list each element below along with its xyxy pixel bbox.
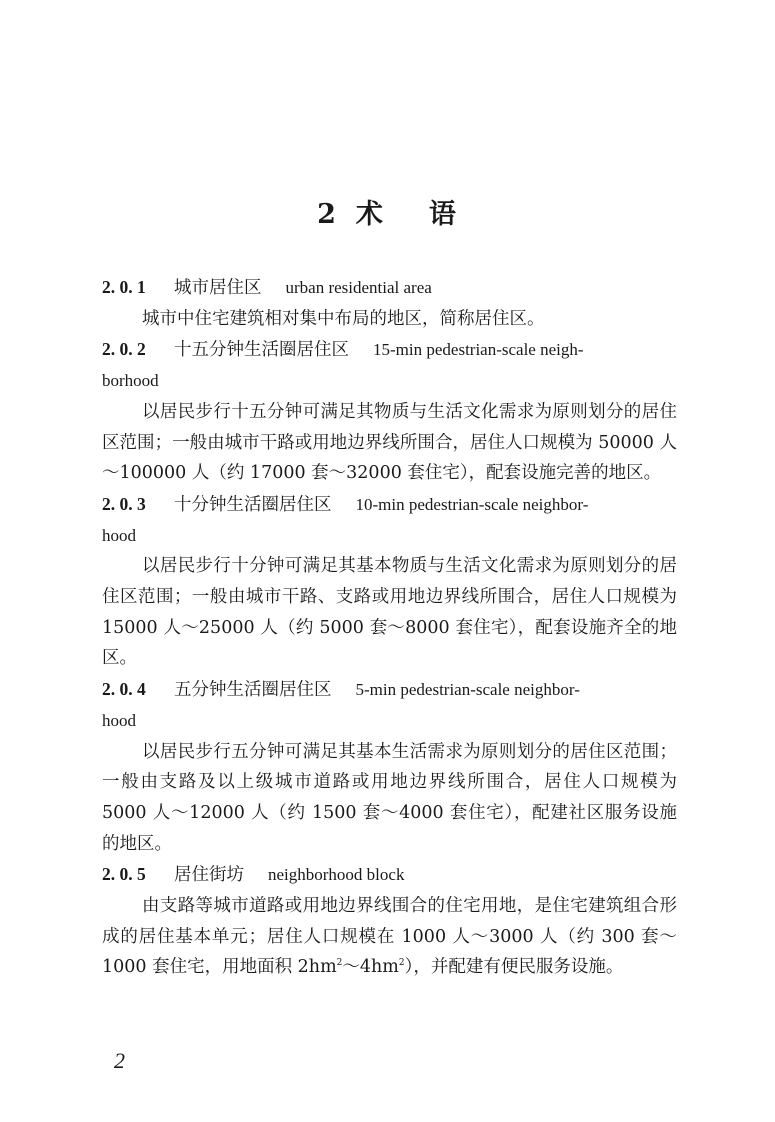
term-name-en: 15-min pedestrian-scale neigh- (373, 340, 584, 360)
terms-section (102, 272, 677, 983)
term-name-en: 10-min pedestrian-scale neighbor- (355, 494, 589, 514)
definition-part-c: ），并配建有便民服务设施。 (404, 957, 624, 978)
chapter-title-part1: 术 (355, 199, 385, 230)
page-number: 2 (114, 1048, 125, 1073)
term-name-cn: 居住街坊 (174, 865, 244, 886)
term-definition-2-0-5 (102, 891, 677, 983)
term-name-cn: 五分钟生活圈居住区 (174, 680, 332, 701)
term-number: 2. 0. 3 (102, 493, 146, 514)
term-heading-2-0-3 (102, 489, 677, 521)
term-name-en-continuation: hood (102, 710, 136, 730)
term-heading-2-0-4 (102, 674, 677, 706)
superscript-2: 2 (398, 958, 405, 969)
term-number: 2. 0. 1 (102, 277, 146, 297)
term-heading-2-0-5 (102, 859, 677, 891)
term-name-en-continuation: hood (102, 525, 136, 545)
term-name-cn: 十五分钟生活圈居住区 (174, 340, 349, 361)
definition-part-b: ～4hm (342, 957, 399, 978)
term-name-cn: 十分钟生活圈居住区 (174, 494, 332, 515)
term-heading-2-0-2 (102, 334, 677, 366)
chapter-title (0, 192, 775, 231)
term-definition-2-0-1: 城市中住宅建筑相对集中布局的地区，简称居住区。 (142, 308, 545, 329)
term-number: 2. 0. 2 (102, 339, 146, 360)
term-name-en: 5-min pedestrian-scale neighbor- (355, 680, 580, 700)
term-name-en: neighborhood block (268, 865, 405, 885)
term-definition-2-0-2: 以居民步行十五分钟可满足其物质与生活文化需求为原则划分的居住区范围；一般由城市干路或用地边界线所围合，居住人口规模为 50000 人～100000 人（约 17000 套～32000 套住宅），配套设施完善的地区。 (102, 401, 677, 484)
term-definition-2-0-4: 以居民步行五分钟可满足其基本生活需求为原则划分的居住区范围；一般由支路及以上级城市道路或用地边界线所围合，居住人口规模为 5000 人～12000 人（约 1500 套～4000 套住宅），配建社区服务设施的地区。 (102, 741, 677, 854)
term-name-en: urban residential area (285, 278, 432, 297)
superscript-2: 2 (336, 958, 343, 969)
chapter-number: 2 (317, 199, 338, 230)
term-name-en-continuation: borhood (102, 371, 159, 391)
definition-part-a: 由支路等城市道路或用地边界线围合的住宅用地，是住宅建筑组合形成的居住基本单元；居住人口规模在 1000 人～3000 人（约 300 套～1000 套住宅，用地面积 2hm (102, 896, 677, 978)
term-number: 2. 0. 5 (102, 864, 146, 885)
term-number: 2. 0. 4 (102, 679, 146, 700)
term-heading-2-0-1 (102, 272, 677, 304)
term-definition-2-0-3: 以居民步行十分钟可满足其基本物质与生活文化需求为原则划分的居住区范围；一般由城市干路、支路或用地边界线所围合，居住人口规模为 15000 人～25000 人（约 5000 套～8000 套住宅），配套设施齐全的地区。 (102, 556, 677, 669)
chapter-title-part2: 语 (428, 199, 458, 230)
term-name-cn: 城市居住区 (174, 278, 262, 298)
